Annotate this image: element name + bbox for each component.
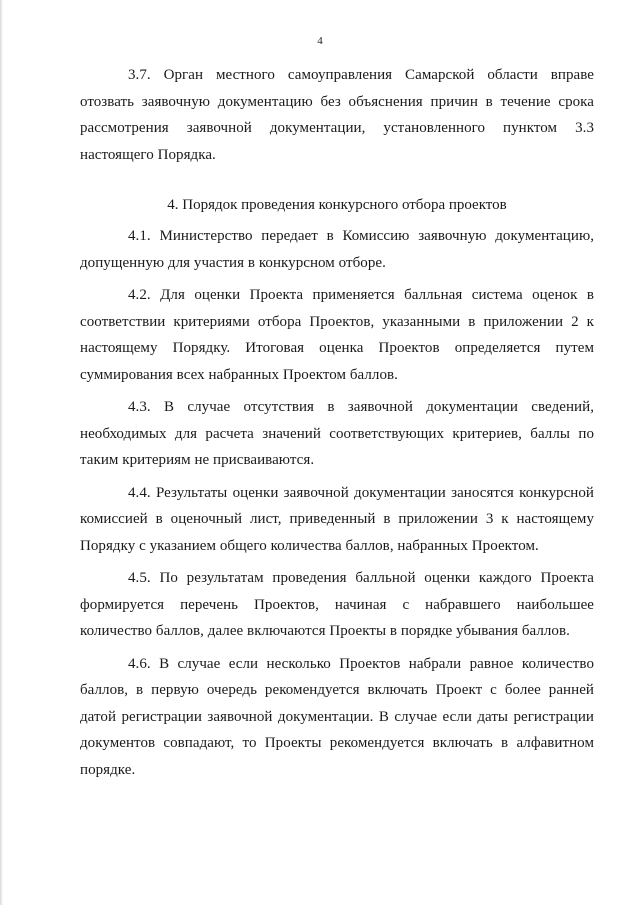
document-body: [80, 62, 594, 789]
paragraph-4-4: 4.4. Результаты оценки заявочной документации заносятся конкурсной комиссией в оценочный лист, приведенный в приложении 3 к настоящему Порядку с указанием общего количества баллов, набранных Проектом.: [80, 484, 594, 554]
paragraph-3-7: 3.7. Орган местного самоуправления Самарской области вправе отозвать заявочную документацию без объяснения причин в течение срока рассмотрения заявочной документации, установленного пунктом 3.3 настоящего Порядка.: [80, 67, 594, 163]
section-title: 4. Порядок проведения конкурсного отбора проектов: [167, 197, 507, 213]
paragraph-4-5: 4.5. По результатам проведения балльной оценки каждого Проекта формируется перечень Проектов, начиная с набравшего наибольшее количество баллов, далее включаются Проекты в порядке убывания баллов.: [80, 570, 594, 639]
paragraph-4-6: 4.6. В случае если несколько Проектов набрали равное количество баллов, в первую очередь рекомендуется включать Проект с более ранней датой регистрации заявочной документации. В случае если даты регистрации документов совпадают, то Проекты рекомендуется включать в алфавитном порядке.: [80, 655, 594, 778]
paragraph-4-2: 4.2. Для оценки Проекта применяется балльная система оценок в соответствии критериями отбора Проектов, указанными в приложении 2 к настоящему Порядку. Итоговая оценка Проектов определяется путем суммирования всех набранных Проектом баллов.: [80, 287, 594, 383]
scan-edge: [0, 0, 3, 905]
paragraph-4-3: 4.3. В случае отсутствия в заявочной документации сведений, необходимых для расчета значений соответствующих критериев, баллы по таким критериям не присваиваются.: [80, 399, 594, 468]
page-number: 4: [317, 35, 323, 47]
paragraph-4-1: 4.1. Министерство передает в Комиссию заявочную документацию, допущенную для участия в конкурсном отборе.: [80, 228, 594, 271]
